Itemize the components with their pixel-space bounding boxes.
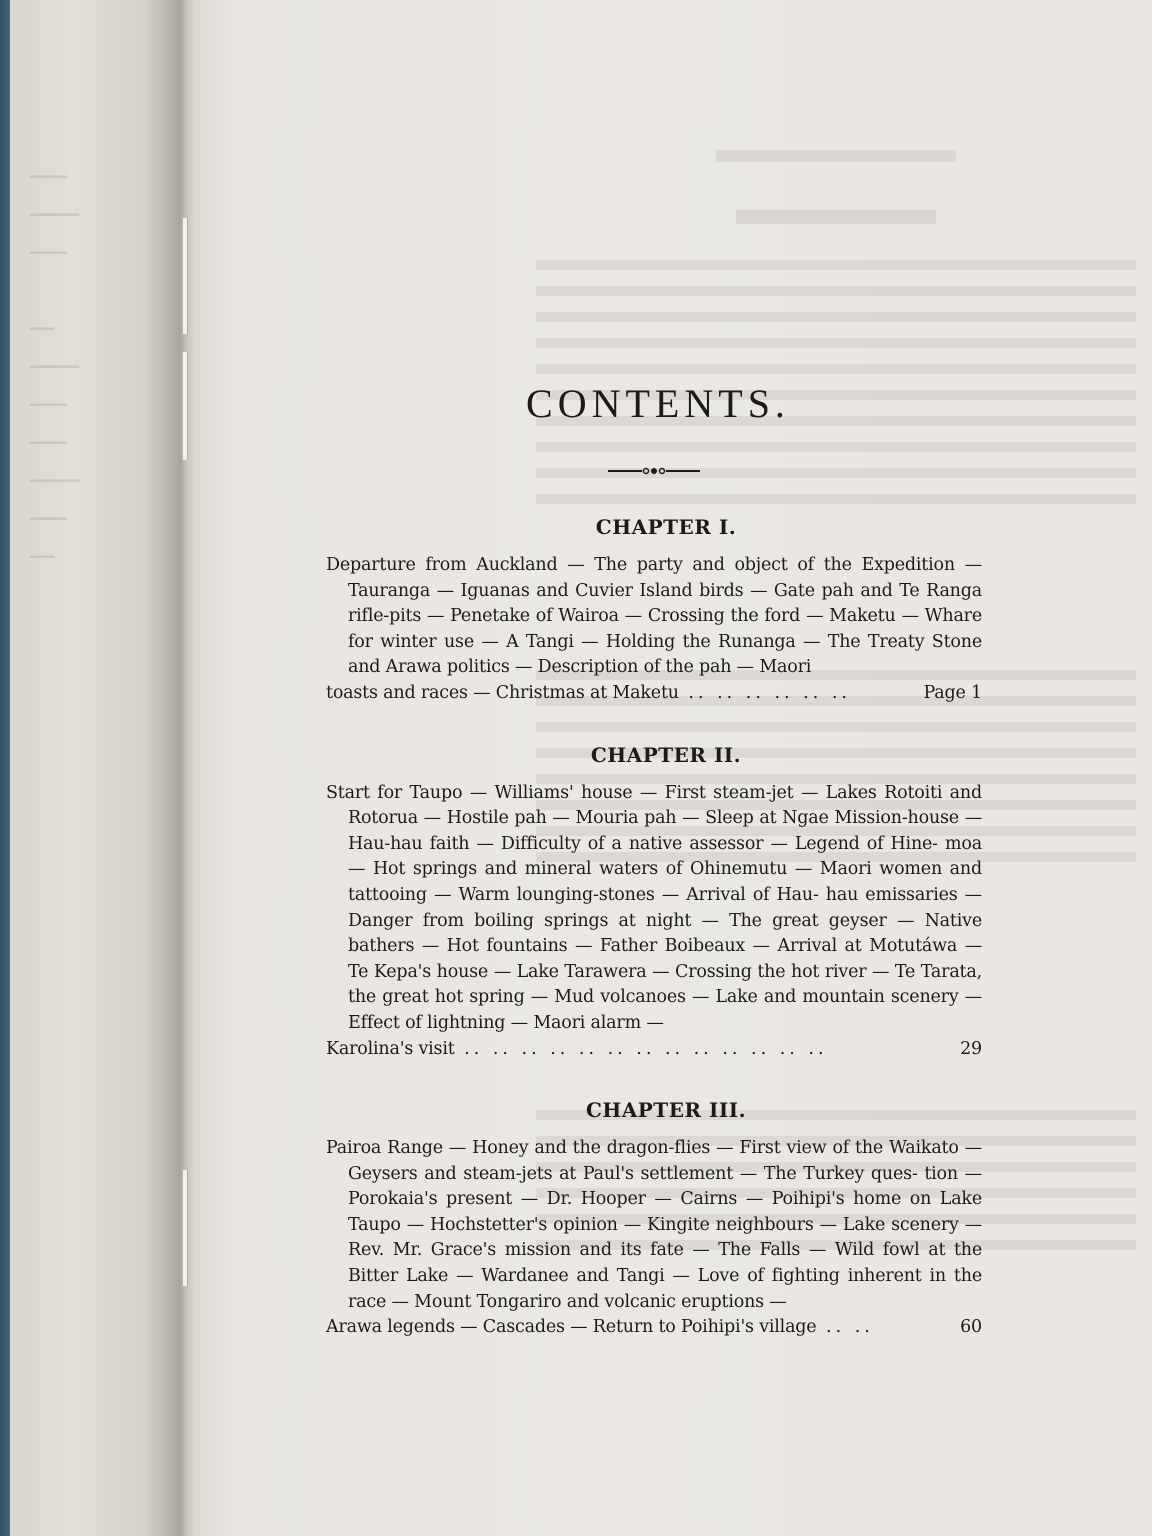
left-page: ▁▁▁ ▁▁▁▁ ▁▁▁ ▁▁ ▁▁▁▁ ▁▁▁ ▁▁▁ ▁▁▁▁ ▁▁▁ ▁▁	[10, 0, 180, 1536]
dot-leader: .. ..	[816, 1317, 874, 1338]
summary-line: Treaty Stone and Arawa politics — Description of the pah — Maori	[348, 631, 982, 678]
book-cover-edge	[0, 0, 10, 1536]
chapter-summary	[326, 781, 982, 1063]
summary-line: Rotorua — Hostile pah — Mouria pah — Sleep at Ngae Mission-house	[348, 808, 959, 829]
page-number: 29	[960, 1038, 982, 1059]
summary-line: tion — Porokaia's present — Dr. Hooper — Cairns — Poihipi's home on	[348, 1163, 982, 1210]
summary-line: Lake and mountain scenery — Effect of lightning — Maori alarm —	[348, 987, 982, 1033]
summary-line: the hot river — Te Tarata, the great hot spring — Mud volcanoes —	[348, 961, 982, 1008]
summary-line: Pairoa Range — Honey and the dragon-flies — First view of the Waikato	[326, 1138, 959, 1159]
chapter-1	[326, 515, 982, 707]
summary-line: Departure from Auckland — The party and object of the Expedition —	[326, 555, 982, 575]
summary-line: Karolina's visit	[326, 1038, 455, 1059]
summary-line: inherent in the race — Mount Tongariro and volcanic eruptions —	[348, 1266, 982, 1312]
dot-leader: .. .. .. .. .. .. .. .. .. .. .. .. ..	[454, 1038, 828, 1059]
summary-last-line	[326, 681, 982, 707]
summary-line: — Whare for winter use — A Tangi — Holding the Runanga — The	[348, 606, 983, 652]
summary-last-line	[326, 1315, 982, 1341]
chapter-summary	[326, 1136, 982, 1341]
binding-stitch	[182, 352, 188, 460]
summary-line: Ranga rifle-pits — Penetake of Wairoa — Crossing the ford — Maketu	[348, 580, 982, 627]
summary-line: Tauranga — Iguanas and Cuvier Island birds — Gate pah and Te	[348, 580, 920, 601]
chapter-summary	[326, 553, 982, 707]
chapter-heading: CHAPTER I.	[595, 515, 737, 539]
summary-line: fowl at the Bitter Lake — Wardanee and Tangi — Love of fighting	[348, 1240, 983, 1287]
dot-leader: .. .. .. .. .. ..	[678, 682, 851, 703]
summary-line: Arrival at Motutáwa — Te Kepa's house — Lake Tarawera — Crossing	[348, 936, 982, 982]
summary-line: Start for Taupo — Williams' house — First steam-jet — Lakes Rotoiti and	[326, 782, 982, 803]
binding-stitch	[182, 218, 188, 334]
summary-last-line	[326, 1037, 982, 1063]
page-number: 60	[960, 1317, 982, 1338]
summary-line: geyser — Native bathers — Hot fountains — Father Boibeaux —	[348, 910, 982, 957]
summary-line: — Geysers and steam-jets at Paul's settlement — The Turkey ques-	[348, 1138, 982, 1184]
summary-line: Arawa legends — Cascades — Return to Poihipi's village	[326, 1317, 817, 1338]
summary-line: scenery — Rev. Mr. Grace's mission and its fate — The Falls — Wild	[348, 1214, 983, 1261]
chapter-heading: CHAPTER III.	[585, 1098, 747, 1123]
summary-line: — Hau-hau faith — Difficulty of a native assessor — Legend of Hine-	[348, 808, 983, 854]
summary-line: hau emissaries — Danger from boiling springs at night — The great	[348, 884, 982, 931]
contents-section	[326, 380, 982, 1341]
summary-line: Lake Taupo — Hochstetter's opinion — Kingite neighbours — Lake	[348, 1189, 982, 1235]
summary-line: toasts and races — Christmas at Maketu	[326, 682, 679, 703]
binding-stitch	[182, 1170, 188, 1286]
chapter-3	[326, 1098, 982, 1341]
title-ornament	[608, 465, 700, 477]
chapter-2	[326, 743, 982, 1063]
chapter-heading: CHAPTER II.	[590, 742, 742, 767]
page-number: Page 1	[923, 682, 982, 703]
summary-line: moa — Hot springs and mineral waters of Ohinemutu — Maori	[348, 833, 982, 880]
summary-line: women and tattooing — Warm lounging-stones — Arrival of Hau-	[348, 859, 982, 905]
page-title: CONTENTS.	[526, 381, 790, 426]
